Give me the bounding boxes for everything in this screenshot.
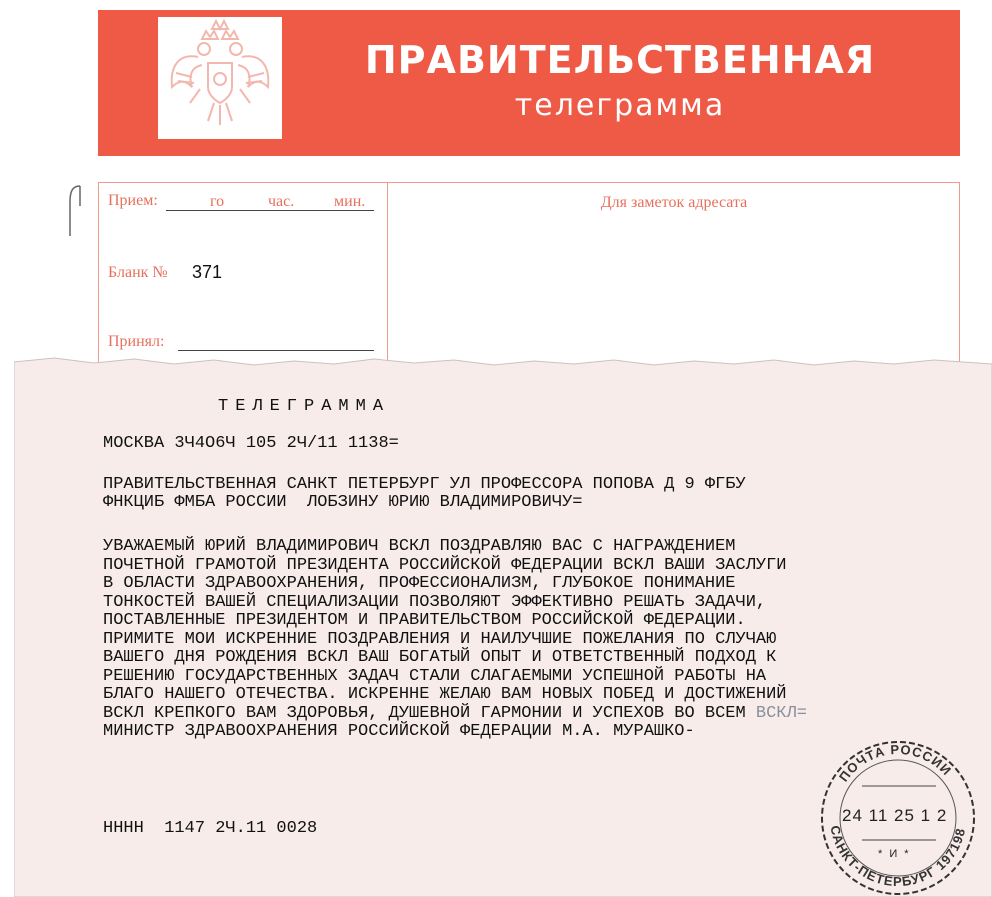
- blank-label: Бланк №: [108, 264, 168, 281]
- form-divider: [387, 182, 388, 382]
- receipt-label: Прием:: [108, 192, 158, 209]
- telegram-service-line: НННН 1147 2Ч.11 0028: [103, 819, 318, 838]
- accepted-label: Принял:: [108, 333, 165, 350]
- body-line: ПОЧЕТНОЙ ГРАМОТОЙ ПРЕЗИДЕНТА РОССИЙСКОЙ ФЕДЕРАЦИИ ВСКЛ ВАШИ ЗАСЛУГИ: [103, 555, 787, 575]
- body-line: В ОБЛАСТИ ЗДРАВООХРАНЕНИЯ, ПРОФЕССИОНАЛИЗМ, ГЛУБОКОЕ ПОНИМАНИЕ: [103, 574, 736, 593]
- telegram-body: [103, 538, 807, 742]
- form-box: [98, 182, 960, 382]
- address-line: ПРАВИТЕЛЬСТВЕННАЯ САНКТ ПЕТЕРБУРГ УЛ ПРОФЕССОРА ПОПОВА Д 9 ФГБУ: [103, 475, 746, 494]
- notes-label: Для заметок адресата: [600, 194, 748, 211]
- receipt-line: [166, 210, 374, 211]
- receipt-unit-hours: час.: [268, 193, 295, 210]
- stamp-mark: * И *: [878, 848, 911, 860]
- telegram-heading: ТЕЛЕГРАММА: [218, 397, 391, 416]
- body-faded-end: ВСКЛ=: [755, 703, 807, 723]
- stamp-bottom-text: САНКТ-ПЕТЕРБУРГ 197198: [827, 824, 969, 890]
- accepted-line: [178, 350, 374, 351]
- body-line: ТОНКОСТЕЙ ВАШЕЙ СПЕЦИАЛИЗАЦИИ ПОЗВОЛЯЮТ ЭФФЕКТИВНО РЕШАТЬ ЗАДАЧИ,: [103, 592, 767, 612]
- double-headed-eagle-icon: [158, 17, 282, 139]
- svg-text:ПОЧТА РОССИИ: [836, 742, 955, 785]
- body-line: РЕШЕНИЮ ГОСУДАРСТВЕННЫХ ЗАДАЧ СТАЛИ СЛАГАЕМЫМИ УСПЕШНОЙ РАБОТЫ НА: [103, 666, 767, 686]
- paperclip-icon: [66, 182, 84, 242]
- body-line: УВАЖАЕМЫЙ ЮРИЙ ВЛАДИМИРОВИЧ ВСКЛ ПОЗДРАВЛЯЮ ВАС С НАГРАЖДЕНИЕМ: [103, 537, 736, 556]
- body-line: ПОСТАВЛЕННЫЕ ПРЕЗИДЕНТОМ И ПРАВИТЕЛЬСТВОМ РОССИЙСКОЙ ФЕДЕРАЦИИ.: [103, 611, 746, 630]
- header-subtitle: телеграмма: [514, 88, 726, 123]
- stamp-top-text: ПОЧТА РОССИИ: [835, 741, 955, 785]
- body-line: ВАШЕГО ДНЯ РОЖДЕНИЯ ВСКЛ ВАШ БОГАТЫЙ ОПЫТ И ОТВЕТСТВЕННЫЙ ПОДХОД К: [103, 648, 777, 667]
- blank-number: 371: [192, 262, 223, 282]
- header-title: ПРАВИТЕЛЬСТВЕННАЯ: [364, 38, 876, 82]
- address-line: ФНКЦИБ ФМБА РОССИИ ЛОБЗИНУ ЮРИЮ ВЛАДИМИРОВИЧУ=: [103, 493, 583, 512]
- body-line: МИНИСТР ЗДРАВООХРАНЕНИЯ РОССИЙСКОЙ ФЕДЕРАЦИИ М.А. МУРАШКО-: [103, 722, 695, 741]
- receipt-unit-go: го: [210, 193, 225, 210]
- emblem-box: [158, 17, 282, 139]
- receipt-unit-minutes: мин.: [334, 193, 366, 210]
- body-line: БЛАГО НАШЕГО ОТЕЧЕСТВА. ИСКРЕННЕ ЖЕЛАЮ ВАМ НОВЫХ ПОБЕД И ДОСТИЖЕНИЙ: [103, 685, 787, 704]
- telegram-origin: МОСКВА 3Ч4О6Ч 105 2Ч/11 1138=: [103, 434, 399, 453]
- telegram-address: [103, 476, 746, 512]
- stamp-date: 24 11 25 1 2: [842, 806, 948, 825]
- body-line: ВСКЛ КРЕПКОГО ВАМ ЗДОРОВЬЯ, ДУШЕВНОЙ ГАРМОНИИ И УСПЕХОВ ВО ВСЕМ: [103, 703, 756, 723]
- body-line: ПРИМИТЕ МОИ ИСКРЕННИЕ ПОЗДРАВЛЕНИЯ И НАИЛУЧШИЕ ПОЖЕЛАНИЯ ПО СЛУЧАЮ: [103, 629, 777, 649]
